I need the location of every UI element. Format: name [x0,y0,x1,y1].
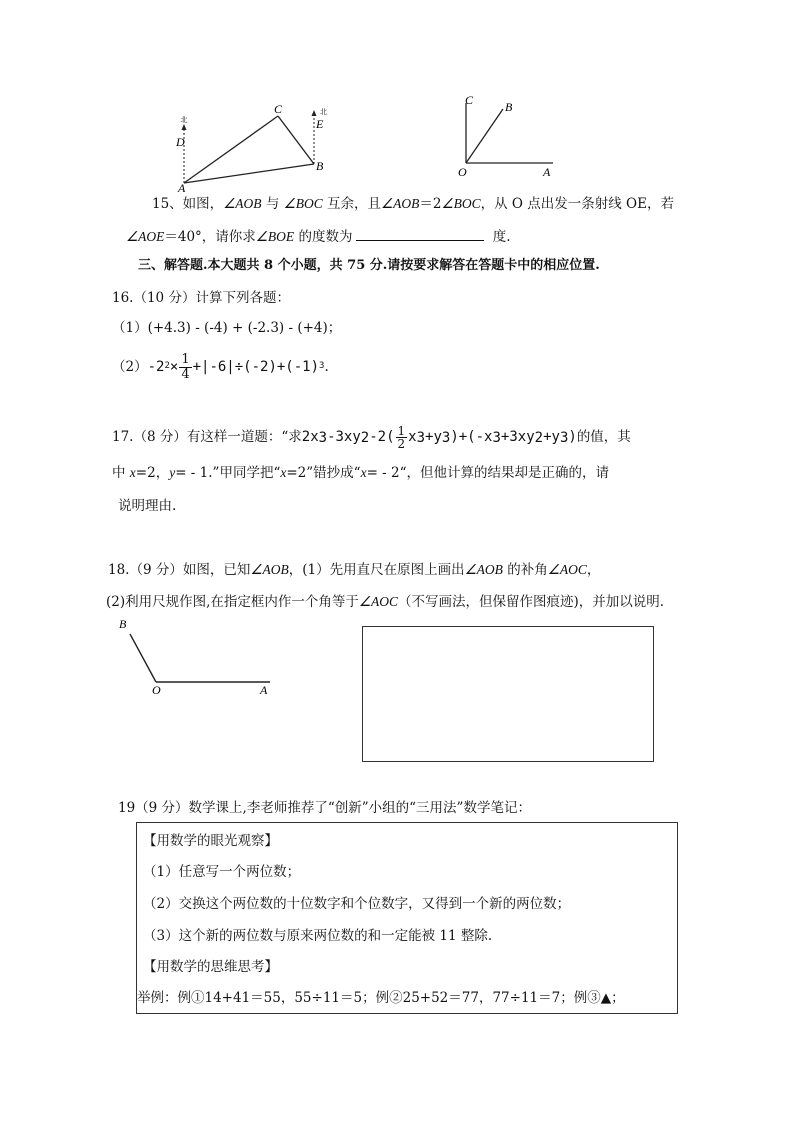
part-label: （2） [112,359,148,375]
angle-aob: ∠AOB [223,196,262,211]
q16-heading: 16.（10 分）计算下列各题： [112,290,290,306]
section-heading: 三、解答题.本大题共 8 个小题，共 75 分.请按要求解答在答题卡中的相应位置. [138,258,600,273]
ray-ob [130,634,156,682]
notes-examples: 举例：例①14+41＝55，55÷11＝5；例②25+52＝77，77÷11＝7；例③▲； [137,990,625,1006]
q17-text: 中 [112,465,130,481]
exponent: 3 [319,361,325,371]
q15-text: ＝40°，请你求 [164,229,256,245]
angle-boc: ∠BOC [283,196,323,211]
answer-blank[interactable] [356,226,484,241]
angle-aoc: ∠AOC [358,594,399,609]
notes-box [136,822,678,1014]
notes-heading-think: 【用数学的思维思考】 [143,959,278,975]
q17-text: = ‐ 2“，但他计算的结果却是正确的，请 [366,465,610,481]
q15-text: 度. [488,229,511,245]
segment-ab [184,164,314,183]
label-c: C [465,93,474,107]
angle-boc: ∠BOC [441,196,481,211]
exponent: 2 [164,361,170,371]
segment-ac [184,116,278,183]
label-o: O [458,165,467,179]
fraction-one-half [396,425,408,450]
period: . [324,359,329,375]
denominator: 2 [397,436,406,451]
q18-text: (2)利用尺规作图,在指定框内作一个角等于 [106,594,359,610]
q16-part-2 [112,350,329,384]
var-x: x [129,465,136,480]
math-term: +3xy [500,429,535,445]
q17-text: 17.（8 分）有这样一道题：“求 [112,429,302,445]
var-x: x [280,465,287,480]
math-term: -2 [147,359,165,375]
math-term: +y [543,429,560,445]
exponent: 3 [318,430,328,446]
q15-text: 互余，且 [322,196,382,212]
angle-aoe: ∠AOE [126,229,165,244]
label-o: O [152,683,161,697]
exponent: 3 [492,430,501,446]
q15-text: ，从 O 点出发一条射线 OE，若 [480,196,674,212]
math-op: × [169,359,179,375]
math-term: -2( [369,429,395,445]
figure-compass-triangle [170,100,330,195]
figure-angle-aob-q18 [112,612,282,698]
q18-text: 18.（9 分）如图，已知 [108,562,251,578]
math-term: -3xy [327,429,361,445]
angle-aob: ∠AOB [381,196,420,211]
construction-box[interactable] [362,626,654,762]
q18-line-1 [108,560,600,580]
q17-line-2 [112,463,609,483]
q18-line-2 [106,592,664,612]
q15-text: 15、如图， [152,196,224,212]
segment-cb [278,116,314,164]
var-y: y [169,465,176,480]
q17-line-1 [112,420,631,454]
q18-text: ， [586,562,601,578]
label-a: A [543,165,551,179]
q15-text: 的度数为 [294,229,353,245]
math-term: )+(-x [450,429,493,445]
math-term: x [408,429,417,445]
exponent: 3 [441,430,451,446]
var-x: x [360,465,367,480]
label-a: A [260,683,268,697]
exponent: 3 [416,430,426,446]
math-term: +|-6|÷(-2)+(-1) [192,359,320,375]
q18-text: ，(1）先用直尺在原图上画出 [288,562,465,578]
ray-ob [466,109,503,163]
figure-angle-aob [455,93,565,183]
exponent: 3 [559,430,569,446]
label-e: E [316,117,324,131]
angle-aob: ∠AOB [250,562,289,577]
angle-aob: ∠AOB [464,562,503,577]
q15-line-1 [152,194,674,214]
label-d: D [176,135,185,149]
label-c: C [274,102,283,116]
fraction-one-quarter [179,353,191,382]
label-b: B [119,617,127,631]
q18-text: 的补角 [502,562,548,578]
north-arrow-b [312,110,317,116]
exponent: 2 [534,430,544,446]
q15-text: 与 [261,196,284,212]
denominator: 4 [181,366,190,382]
q17-line-3: 说明理由. [118,498,177,514]
north-arrow-a [182,124,187,130]
q18-text: （不写画法，但保留作图痕迹)，并加以说明. [398,594,665,610]
exponent: 2 [360,430,370,446]
label-b: B [505,100,513,114]
q17-text: =2”错抄成“ [286,465,361,481]
angle-aoc: ∠AOC [547,562,587,577]
q15-line-2 [126,226,511,247]
notes-heading-observe: 【用数学的眼光观察】 [143,833,278,849]
angle-boe: ∠BOE [255,229,295,244]
q19-heading: 19（9 分）数学课上,李老师推荐了“创新”小组的“三用法”数学笔记： [118,800,531,816]
math-term: ) [568,429,577,445]
notes-step-1: （1）任意写一个两位数； [143,864,301,880]
notes-step-3: （3）这个新的两位数与原来两位数的和一定能被 11 整除. [143,928,493,944]
label-north-2: 北 [320,108,327,116]
notes-step-2: （2）交换这个两位数的十位数字和个位数字，又得到一个新的两位数； [143,896,571,912]
label-b: B [316,159,324,173]
numerator: 1 [181,351,190,367]
q17-text: = ‐ 1.”甲同学把“ [175,465,281,481]
q15-text: ＝2 [419,196,442,212]
label-a: A [178,181,186,195]
q16-part-1: （1）(+4.3) ‐ (‐4) + (‐2.3) ‐ (+4)； [112,320,342,336]
math-term: +y [425,429,442,445]
numerator: 1 [397,423,406,438]
q17-text: 的值，其 [576,429,631,445]
q17-text: =2， [135,465,170,481]
label-north-1: 北 [180,116,188,124]
math-term: 2x [301,429,319,445]
